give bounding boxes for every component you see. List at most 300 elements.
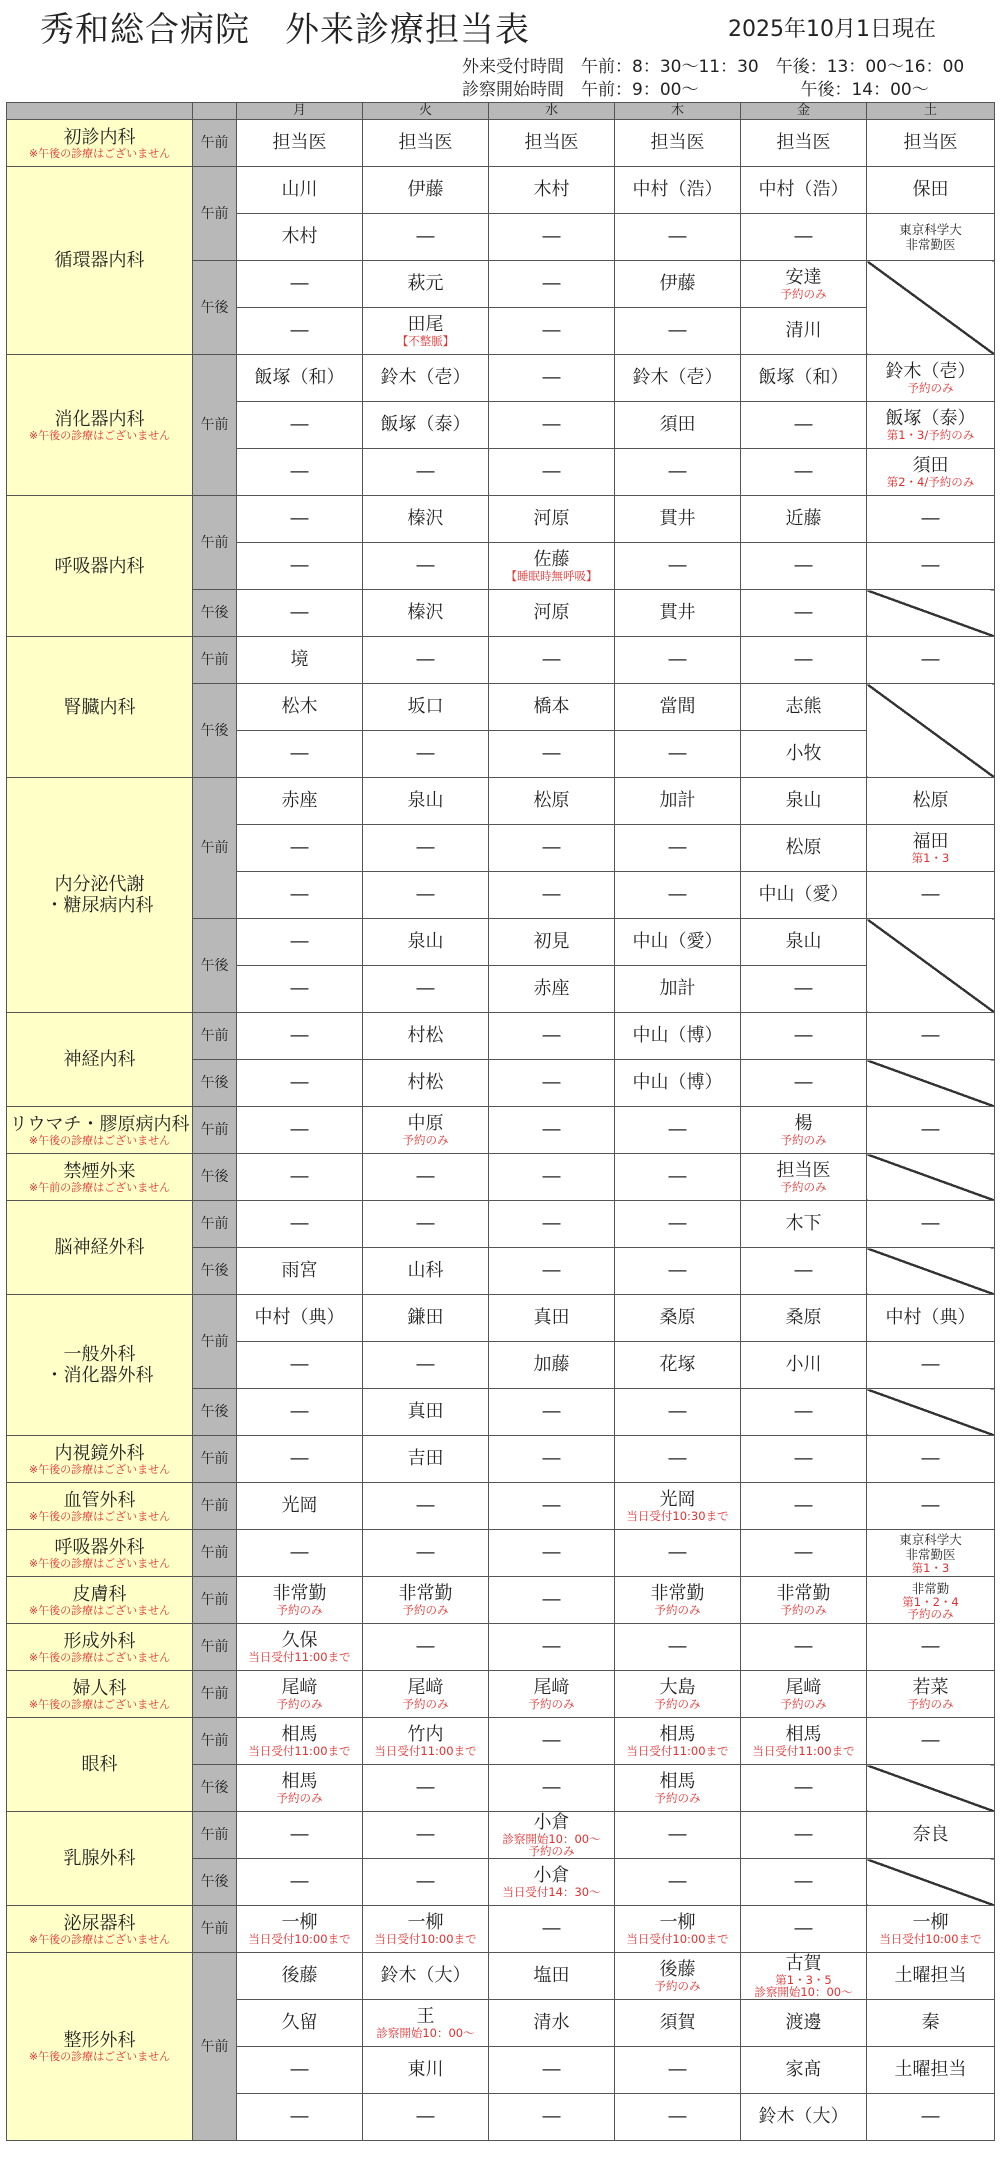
doctor-name: ―: [542, 1025, 561, 1046]
schedule-cell: [615, 1859, 741, 1906]
cell-note: 当日受付10:00まで: [626, 1932, 729, 1946]
cell-note: 予約のみ: [780, 1603, 827, 1617]
schedule-cell: [489, 872, 615, 919]
schedule-cell: [363, 1389, 489, 1436]
schedule-cell: [363, 1342, 489, 1389]
doctor-name: 非常勤: [650, 1583, 705, 1604]
doctor-name: 伊藤: [407, 179, 444, 200]
table-row: [7, 1436, 995, 1483]
doctor-name: 小牧: [785, 743, 822, 764]
schedule-cell: [615, 1953, 741, 2000]
doctor-name: 真田: [533, 1307, 570, 1328]
period-label: 午前: [193, 120, 237, 167]
department-cell: [7, 1107, 193, 1154]
doctor-name: 相馬: [659, 1771, 696, 1792]
schedule-cell: [489, 778, 615, 825]
doctor-name: 尾﨑: [533, 1677, 570, 1698]
doctor-name: ―: [794, 414, 813, 435]
schedule-cell: [237, 496, 363, 543]
cell-note: 予約のみ: [402, 1603, 449, 1617]
doctor-name: ―: [290, 320, 309, 341]
day-header-tue: 火: [363, 103, 489, 120]
doctor-name: 担当医: [398, 132, 453, 153]
schedule-cell: [363, 214, 489, 261]
doctor-name: 境: [290, 649, 309, 670]
cell-note: 当日受付10:00まで: [879, 1932, 982, 1946]
doctor-name: 尾﨑: [281, 1677, 318, 1698]
doctor-name: 一柳: [659, 1912, 696, 1933]
doctor-name: 奈良: [912, 1824, 949, 1845]
cell-note-line2: 予約のみ: [528, 1844, 575, 1858]
department-name: 形成外科: [63, 1630, 136, 1652]
schedule-cell: [363, 261, 489, 308]
department-cell: [7, 1483, 193, 1530]
doctor-name: 担当医: [524, 132, 579, 153]
schedule-cell: [237, 1389, 363, 1436]
schedule-cell: [741, 1342, 867, 1389]
doctor-name: 相馬: [281, 1771, 318, 1792]
doctor-name: 鎌田: [407, 1307, 444, 1328]
department-cell: [7, 1530, 193, 1577]
schedule-cell: [741, 214, 867, 261]
doctor-name: 木村: [281, 226, 318, 247]
department-cell: [7, 637, 193, 778]
schedule-cell: [237, 1859, 363, 1906]
department-name: 皮膚科: [72, 1583, 127, 1605]
department-name: 禁煙外来: [63, 1160, 136, 1182]
department-cell: [7, 1671, 193, 1718]
doctor-name: ―: [290, 884, 309, 905]
doctor-name: ―: [542, 414, 561, 435]
schedule-cell: [363, 778, 489, 825]
schedule-cell: [615, 1013, 741, 1060]
doctor-name: 中村（浩）: [758, 179, 849, 200]
period-label: 午前: [193, 1624, 237, 1671]
department-cell: [7, 1154, 193, 1201]
schedule-cell: [489, 1906, 615, 1953]
period-label: 午前: [193, 1530, 237, 1577]
department-cell: [7, 1436, 193, 1483]
doctor-name: 中原: [407, 1113, 444, 1134]
closed-slot: [867, 919, 995, 1013]
doctor-name: ―: [290, 1025, 309, 1046]
period-label: 午後: [193, 1765, 237, 1812]
schedule-cell: [489, 919, 615, 966]
schedule-cell: [363, 684, 489, 731]
doctor-name: 久保: [281, 1630, 318, 1651]
doctor-name: ―: [416, 1824, 435, 1845]
schedule-cell: [615, 1530, 741, 1577]
schedule-cell: [741, 1624, 867, 1671]
period-label: 午後: [193, 1859, 237, 1906]
department-note: ※午後の診療はございません: [28, 2050, 171, 2063]
doctor-name: ―: [542, 320, 561, 341]
schedule-cell: [867, 543, 995, 590]
doctor-name: ―: [668, 2106, 687, 2127]
schedule-cell: [615, 778, 741, 825]
doctor-name: 泉山: [407, 931, 444, 952]
schedule-cell: [615, 1483, 741, 1530]
schedule-cell: [741, 1013, 867, 1060]
period-label: 午前: [193, 1953, 237, 2141]
department-note: ※午後の診療はございません: [28, 1650, 171, 1664]
doctor-name: 後藤: [281, 1965, 318, 1986]
schedule-cell: [237, 872, 363, 919]
schedule-cell: [741, 1718, 867, 1765]
schedule-cell: [489, 1859, 615, 1906]
cell-note: 当日受付10:00まで: [248, 1932, 351, 1946]
department-note: ※午後の診療はございません: [28, 1603, 171, 1617]
doctor-name: ―: [794, 1871, 813, 1892]
doctor-name: 安達: [785, 267, 822, 288]
doctor-name: 飯塚（泰）: [885, 408, 976, 429]
schedule-table: [6, 102, 995, 2141]
doctor-name: 若菜: [912, 1677, 949, 1698]
schedule-cell: [237, 308, 363, 355]
schedule-cell: [363, 637, 489, 684]
day-header-mon: 月: [237, 103, 363, 120]
schedule-cell: [615, 1436, 741, 1483]
closed-slot: [867, 684, 995, 778]
doctor-name: 秦: [921, 2012, 940, 2033]
department-note: ※午後の診療はございません: [28, 1697, 171, 1711]
schedule-cell: [741, 1765, 867, 1812]
schedule-cell: [363, 496, 489, 543]
doctor-name: ―: [416, 743, 435, 764]
schedule-cell: [363, 1201, 489, 1248]
doctor-name: ―: [921, 1119, 940, 1140]
schedule-cell: [363, 1295, 489, 1342]
doctor-name: ―: [290, 1354, 309, 1375]
cell-note: 予約のみ: [528, 1697, 575, 1711]
doctor-name: ―: [668, 1260, 687, 1281]
cell-note: 当日受付11:00まで: [374, 1744, 477, 1758]
schedule-cell: [489, 825, 615, 872]
period-label: 午前: [193, 1671, 237, 1718]
department-cell: [7, 167, 193, 355]
table-row: [7, 1013, 995, 1060]
schedule-cell: [867, 449, 995, 496]
cell-note: 予約のみ: [402, 1133, 449, 1147]
doctor-name: 飯塚（和）: [254, 367, 345, 388]
department-name: 一般外科: [63, 1344, 136, 1365]
doctor-name: ―: [416, 226, 435, 247]
doctor-name: ―: [290, 743, 309, 764]
doctor-name: 木村: [533, 179, 570, 200]
doctor-name: 中山（愛）: [758, 884, 849, 905]
schedule-cell: [489, 1201, 615, 1248]
doctor-name: ―: [290, 461, 309, 482]
schedule-cell: [363, 1624, 489, 1671]
closed-slot: [867, 590, 995, 637]
schedule-cell: [615, 167, 741, 214]
schedule-cell: [741, 1107, 867, 1154]
schedule-cell: [615, 543, 741, 590]
doctor-name: 鈴木（大）: [380, 1965, 471, 1986]
doctor-name: ―: [668, 2059, 687, 2080]
cell-note: 予約のみ: [780, 287, 827, 301]
doctor-name: 松原: [533, 790, 570, 811]
cell-note: 第1・3/予約のみ: [886, 428, 975, 442]
period-label: 午前: [193, 1577, 237, 1624]
schedule-cell: [741, 1906, 867, 1953]
schedule-cell: [867, 120, 995, 167]
doctor-name: ―: [794, 1025, 813, 1046]
doctor-name: 近藤: [785, 508, 822, 529]
table-row: [7, 1483, 995, 1530]
schedule-cell: [363, 1154, 489, 1201]
schedule-cell: [363, 449, 489, 496]
doctor-name: 福田: [912, 831, 949, 852]
schedule-cell: [363, 1530, 489, 1577]
department-name: 泌尿器科: [63, 1912, 136, 1934]
schedule-cell: [237, 1342, 363, 1389]
department-name-line2: ・消化器外科: [45, 1365, 154, 1386]
period-label: 午前: [193, 1013, 237, 1060]
doctor-name: 河原: [533, 602, 570, 623]
cell-note: 予約のみ: [780, 1180, 827, 1194]
doctor-name: 須田: [659, 414, 696, 435]
doctor-name: 小倉: [533, 1812, 570, 1833]
start-hours: 診察開始時間 午前：9：00～ 午後：14：00～: [462, 80, 929, 100]
doctor-name: 加計: [659, 790, 696, 811]
doctor-name: ―: [921, 1025, 940, 1046]
schedule-cell: [237, 1154, 363, 1201]
period-label: 午前: [193, 1201, 237, 1248]
doctor-name: 塩田: [533, 1965, 570, 1986]
cell-note-line2: 診察開始10：00～: [754, 1985, 853, 1999]
period-label: 午後: [193, 1248, 237, 1295]
schedule-cell: [615, 684, 741, 731]
schedule-cell: [741, 2000, 867, 2047]
table-row: [7, 355, 995, 402]
doctor-name: 一柳: [407, 1912, 444, 1933]
doctor-name: 中村（典）: [254, 1307, 345, 1328]
doctor-name: 担当医: [272, 132, 327, 153]
doctor-name: 河原: [533, 508, 570, 529]
doctor-name: ―: [542, 1401, 561, 1422]
department-name: 初診内科: [63, 126, 136, 148]
doctor-name: ―: [416, 1213, 435, 1234]
doctor-name: 清水: [533, 2012, 570, 2033]
doctor-name: ―: [416, 1871, 435, 1892]
schedule-cell: [741, 1295, 867, 1342]
cell-note: 診察開始10：00～: [376, 2026, 475, 2040]
doctor-name: ―: [416, 2106, 435, 2127]
cell-note: 当日受付10:00まで: [374, 1932, 477, 1946]
schedule-cell: [237, 731, 363, 778]
schedule-cell: [741, 2047, 867, 2094]
doctor-name: ―: [668, 1119, 687, 1140]
doctor-name: ―: [668, 461, 687, 482]
schedule-cell: [489, 1812, 615, 1859]
cell-note: 予約のみ: [276, 1697, 323, 1711]
closed-slot: [867, 1389, 995, 1436]
doctor-name: 小倉: [533, 1865, 570, 1886]
schedule-cell: [237, 684, 363, 731]
schedule-cell: [615, 308, 741, 355]
schedule-cell: [867, 1718, 995, 1765]
period-label: 午後: [193, 590, 237, 637]
doctor-name: ―: [416, 1636, 435, 1657]
day-header-wed: 水: [489, 103, 615, 120]
schedule-cell: [489, 1342, 615, 1389]
period-label: 午後: [193, 684, 237, 778]
doctor-name: ―: [542, 1213, 561, 1234]
doctor-name: 王: [416, 2006, 435, 2027]
department-name: 消化器内科: [54, 408, 145, 430]
department-note: ※午前の診療はございません: [28, 1180, 171, 1194]
schedule-cell: [489, 1436, 615, 1483]
schedule-cell: [867, 1483, 995, 1530]
doctor-name: 東川: [407, 2059, 444, 2080]
schedule-cell: [363, 2094, 489, 2141]
cell-note: 第1・3・5: [775, 1973, 832, 1987]
department-cell: [7, 496, 193, 637]
schedule-cell: [237, 1295, 363, 1342]
closed-slot: [867, 1859, 995, 1906]
doctor-name: ―: [921, 508, 940, 529]
table-row: [7, 1624, 995, 1671]
schedule-cell: [237, 543, 363, 590]
schedule-cell: [867, 2094, 995, 2141]
doctor-name: 佐藤: [533, 549, 570, 570]
cell-note: 当日受付11:00まで: [752, 1744, 855, 1758]
doctor-name: ―: [668, 555, 687, 576]
doctor-name: ―: [542, 1495, 561, 1516]
department-cell: [7, 1906, 193, 1953]
period-label: 午前: [193, 778, 237, 919]
schedule-cell: [489, 966, 615, 1013]
schedule-cell: [237, 1436, 363, 1483]
doctor-name: 土曜担当: [894, 1965, 967, 1986]
doctor-name: 須賀: [659, 2012, 696, 2033]
schedule-cell: [489, 2000, 615, 2047]
schedule-cell: [237, 2094, 363, 2141]
doctor-name: ―: [542, 884, 561, 905]
schedule-cell: [615, 1201, 741, 1248]
doctor-name: 加藤: [533, 1354, 570, 1375]
doctor-name: 中村（浩）: [632, 179, 723, 200]
doctor-name: ―: [668, 743, 687, 764]
schedule-cell: [489, 1953, 615, 2000]
schedule-cell: [741, 825, 867, 872]
schedule-cell: [489, 1530, 615, 1577]
doctor-name: ―: [668, 1448, 687, 1469]
doctor-name: 非常勤: [398, 1583, 453, 1604]
schedule-cell: [741, 449, 867, 496]
doctor-name: 桑原: [659, 1307, 696, 1328]
department-note: ※午後の診療はございません: [28, 1462, 171, 1476]
doctor-name: 大島: [659, 1677, 696, 1698]
doctor-name: 泉山: [407, 790, 444, 811]
doctor-name: ―: [542, 2059, 561, 2080]
doctor-name: 鈴木（壱）: [380, 367, 471, 388]
period-label: 午後: [193, 1060, 237, 1107]
table-row: [7, 1295, 995, 1342]
schedule-cell: [741, 1483, 867, 1530]
period-label: 午前: [193, 1812, 237, 1859]
schedule-cell: [615, 2047, 741, 2094]
table-row: [7, 1671, 995, 1718]
doctor-name: 赤座: [533, 978, 570, 999]
schedule-cell: [615, 1765, 741, 1812]
doctor-name: 相馬: [785, 1724, 822, 1745]
schedule-cell: [615, 966, 741, 1013]
doctor-name: 中山（愛）: [632, 931, 723, 952]
doctor-name: 非常勤: [776, 1583, 831, 1604]
schedule-cell: [237, 261, 363, 308]
schedule-cell: [615, 590, 741, 637]
doctor-name: ―: [794, 1918, 813, 1939]
schedule-cell: [615, 731, 741, 778]
doctor-name: ―: [542, 837, 561, 858]
schedule-cell: [741, 966, 867, 1013]
schedule-cell: [615, 637, 741, 684]
doctor-name: ―: [921, 649, 940, 670]
schedule-cell: [741, 496, 867, 543]
schedule-cell: [363, 1483, 489, 1530]
schedule-cell: [867, 2000, 995, 2047]
cell-note: 予約のみ: [654, 1697, 701, 1711]
doctor-name: 尾﨑: [407, 1677, 444, 1698]
doctor-name: 保田: [912, 179, 949, 200]
schedule-cell: [867, 1342, 995, 1389]
doctor-name: 担当医: [650, 132, 705, 153]
doctor-name: 吉田: [407, 1448, 444, 1469]
doctor-name: 田尾: [407, 314, 444, 335]
schedule-cell: [741, 1577, 867, 1624]
doctor-name: 榛沢: [407, 508, 444, 529]
doctor-name: 光岡: [281, 1495, 318, 1516]
schedule-cell: [237, 449, 363, 496]
schedule-cell: [363, 590, 489, 637]
schedule-cell: [489, 261, 615, 308]
period-label: 午後: [193, 261, 237, 355]
schedule-cell: [489, 1483, 615, 1530]
cell-note: 【睡眠時無呼吸】: [505, 569, 598, 583]
cell-note: 当日受付14：30～: [502, 1885, 601, 1899]
schedule-cell: [867, 1906, 995, 1953]
schedule-cell: [363, 355, 489, 402]
schedule-cell: [741, 919, 867, 966]
cell-note: 第1・3: [911, 1561, 950, 1575]
schedule-cell: [615, 261, 741, 308]
schedule-cell: [363, 2047, 489, 2094]
schedule-cell: [489, 1577, 615, 1624]
schedule-cell: [867, 1530, 995, 1577]
doctor-name: 久留: [281, 2012, 318, 2033]
period-label: 午後: [193, 1154, 237, 1201]
schedule-cell: [741, 1953, 867, 2000]
schedule-cell: [867, 1201, 995, 1248]
schedule-cell: [489, 1765, 615, 1812]
schedule-cell: [741, 1154, 867, 1201]
schedule-cell: [237, 120, 363, 167]
doctor-name: ―: [542, 1260, 561, 1281]
period-label: 午前: [193, 637, 237, 684]
schedule-cell: [741, 120, 867, 167]
doctor-name: ―: [794, 1448, 813, 1469]
department-name: 眼科: [81, 1754, 118, 1775]
closed-slot: [867, 1765, 995, 1812]
page-title: 秀和総合病院 外来診療担当表: [40, 10, 530, 50]
schedule-cell: [741, 778, 867, 825]
schedule-cell: [237, 778, 363, 825]
table-row: [7, 496, 995, 543]
schedule-cell: [363, 825, 489, 872]
doctor-name: ―: [290, 414, 309, 435]
